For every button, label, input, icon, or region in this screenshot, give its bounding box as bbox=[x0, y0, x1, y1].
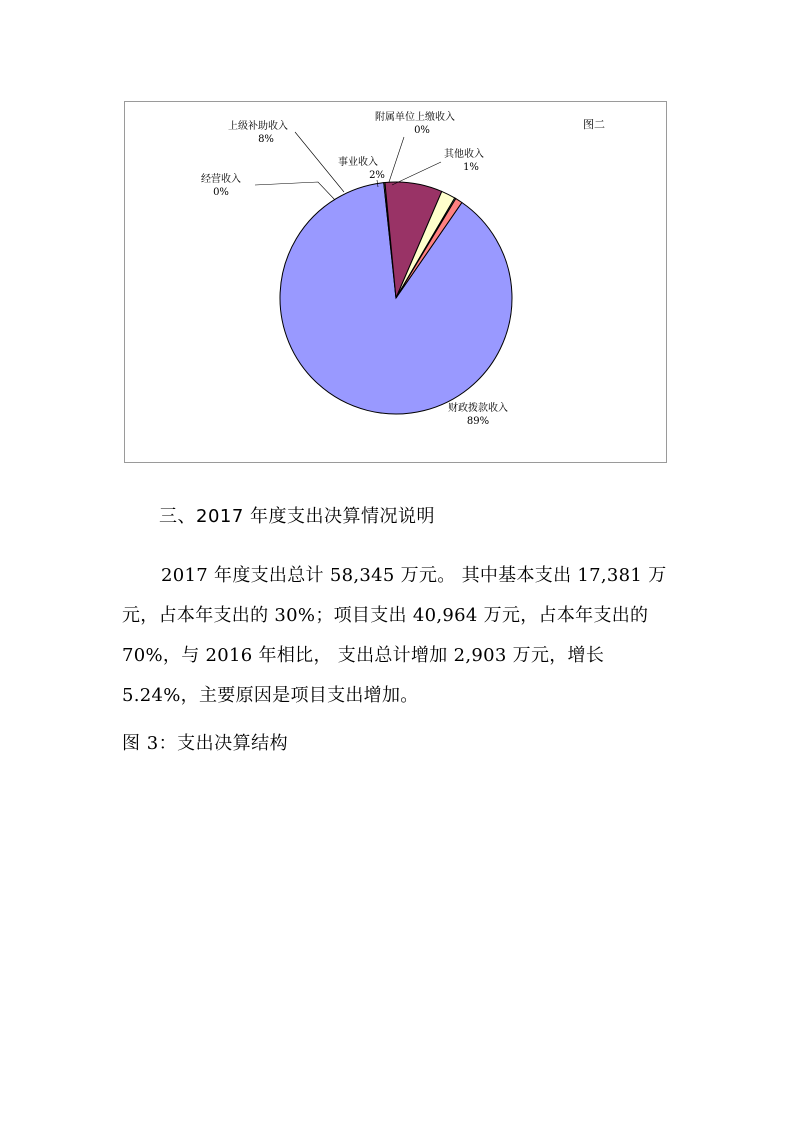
leader-line-1 bbox=[255, 182, 335, 200]
slice-name-label-2: 上级补助收入 bbox=[228, 121, 288, 132]
leader-line-4 bbox=[389, 137, 404, 182]
leader-line-5 bbox=[392, 162, 441, 185]
income-pie-chart bbox=[124, 101, 667, 463]
slice-name-label-0: 财政拨款收入 bbox=[448, 403, 508, 414]
pie-svg bbox=[125, 102, 666, 462]
slice-name-label-1: 经营收入 bbox=[201, 174, 241, 185]
pie-slices bbox=[280, 182, 512, 414]
figure-caption: 图 3：支出决算结构 bbox=[122, 733, 289, 754]
section-heading: 三、2017 年度支出决算情况说明 bbox=[159, 506, 436, 527]
slice-name-label-3: 事业收入 bbox=[338, 157, 378, 168]
expenditure-paragraph: 2017 年度支出总计 58,345 万元。 其中基本支出 17,381 万元，占本年支出的 30%；项目支出 40,964 万元，占本年支出的 70%，与 2016 年相比， 支出总计增加 2,903 万元，增长 5.24%，主要原因是项目支出增加。 bbox=[122, 565, 667, 706]
figure-tag: 图二 bbox=[583, 118, 605, 131]
slice-percent-label-1: 0% bbox=[213, 187, 229, 198]
slice-percent-label-5: 1% bbox=[463, 162, 479, 173]
slice-percent-label-2: 8% bbox=[258, 134, 274, 145]
slice-percent-label-4: 0% bbox=[414, 125, 430, 136]
slice-name-label-5: 其他收入 bbox=[444, 149, 484, 160]
slice-percent-label-0: 89% bbox=[466, 416, 490, 427]
slice-name-label-4: 附属单位上缴收入 bbox=[375, 112, 455, 123]
slice-percent-label-3: 2% bbox=[369, 170, 385, 181]
